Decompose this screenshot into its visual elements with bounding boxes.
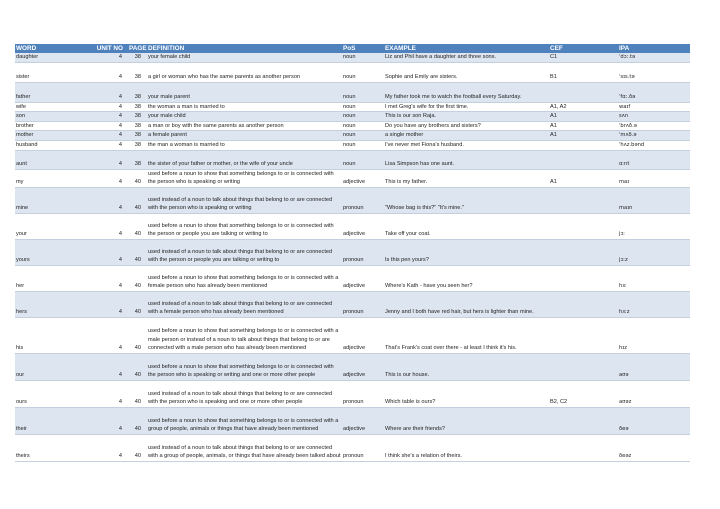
cell-cef[interactable]: B2, C2 xyxy=(549,380,618,407)
cell-page[interactable]: 38 xyxy=(128,62,147,82)
table-row[interactable] xyxy=(15,291,690,317)
cell-example[interactable]: Where's Kath - have you seen her? xyxy=(384,265,549,291)
cell-pos[interactable]: noun xyxy=(342,82,384,102)
cell-page[interactable]: 38 xyxy=(128,131,147,141)
cell-word[interactable]: my xyxy=(15,169,90,187)
table-row[interactable] xyxy=(15,213,690,239)
cell-example[interactable]: This is our son Raja. xyxy=(384,112,549,122)
cell-pos[interactable]: pronoun xyxy=(342,239,384,265)
cell-page[interactable]: 38 xyxy=(128,121,147,131)
cell-ipa[interactable]: ˈdɔː.tə xyxy=(618,53,690,62)
cell-unit[interactable]: 4 xyxy=(90,291,128,317)
cell-word[interactable]: his xyxy=(15,317,90,353)
table-row[interactable] xyxy=(15,112,690,122)
cell-ipa[interactable]: ˈbrʌð.ə xyxy=(618,121,690,131)
cell-word[interactable]: mine xyxy=(15,187,90,213)
cell-unit[interactable]: 4 xyxy=(90,187,128,213)
cell-example[interactable]: I think she's a relation of theirs. xyxy=(384,434,549,461)
cell-definition[interactable]: used instead of a noun to talk about things that belong to or are connected with the person who is speaking or writing xyxy=(147,187,342,213)
table-row[interactable] xyxy=(15,62,690,82)
cell-page[interactable]: 40 xyxy=(128,380,147,407)
header-unit-no[interactable]: UNIT NO xyxy=(90,44,128,53)
cell-pos[interactable]: adjective xyxy=(342,407,384,434)
cell-ipa[interactable]: ðeəz xyxy=(618,434,690,461)
cell-word[interactable]: your xyxy=(15,213,90,239)
cell-pos[interactable]: noun xyxy=(342,53,384,62)
cell-cef[interactable]: A1 xyxy=(549,112,618,122)
cell-cef[interactable] xyxy=(549,353,618,380)
header-word[interactable]: WORD xyxy=(15,44,90,53)
cell-unit[interactable]: 4 xyxy=(90,102,128,112)
cell-ipa[interactable]: jɔːz xyxy=(618,239,690,265)
vocabulary-table xyxy=(15,44,690,462)
cell-page[interactable]: 40 xyxy=(128,353,147,380)
cell-example[interactable]: "Whose bag is this?" "It's mine." xyxy=(384,187,549,213)
cell-page[interactable]: 38 xyxy=(128,112,147,122)
cell-word[interactable]: wife xyxy=(15,102,90,112)
cell-ipa[interactable]: jɔː xyxy=(618,213,690,239)
cell-example[interactable]: Is this pen yours? xyxy=(384,239,549,265)
cell-ipa[interactable]: ðeə xyxy=(618,407,690,434)
cell-page[interactable]: 40 xyxy=(128,291,147,317)
cell-ipa[interactable]: ˈhʌz.bənd xyxy=(618,140,690,150)
table-row[interactable] xyxy=(15,82,690,102)
vocabulary-sheet xyxy=(15,44,690,462)
cell-ipa[interactable]: sʌn xyxy=(618,112,690,122)
cell-page[interactable]: 40 xyxy=(128,239,147,265)
cell-definition[interactable]: your male child xyxy=(147,112,342,122)
cell-example[interactable]: This is our house. xyxy=(384,353,549,380)
cell-cef[interactable] xyxy=(549,150,618,169)
cell-pos[interactable]: adjective xyxy=(342,317,384,353)
cell-ipa[interactable]: aʊə xyxy=(618,353,690,380)
cell-word[interactable]: husband xyxy=(15,140,90,150)
cell-word[interactable]: father xyxy=(15,82,90,102)
cell-cef[interactable] xyxy=(549,265,618,291)
table-row[interactable] xyxy=(15,407,690,434)
cell-pos[interactable]: noun xyxy=(342,62,384,82)
cell-unit[interactable]: 4 xyxy=(90,82,128,102)
cell-unit[interactable]: 4 xyxy=(90,169,128,187)
cell-word[interactable]: theirs xyxy=(15,434,90,461)
table-row[interactable] xyxy=(15,150,690,169)
cell-definition[interactable]: used instead of a noun to talk about things that belong to or are connected with a female person who has already been mentioned xyxy=(147,291,342,317)
cell-page[interactable]: 40 xyxy=(128,317,147,353)
cell-cef[interactable] xyxy=(549,291,618,317)
cell-page[interactable]: 38 xyxy=(128,82,147,102)
cell-page[interactable]: 38 xyxy=(128,140,147,150)
cell-word[interactable]: son xyxy=(15,112,90,122)
cell-page[interactable]: 40 xyxy=(128,434,147,461)
cell-page[interactable]: 40 xyxy=(128,169,147,187)
cell-ipa[interactable]: maɪn xyxy=(618,187,690,213)
cell-pos[interactable]: pronoun xyxy=(342,380,384,407)
cell-example[interactable]: Take off your coat. xyxy=(384,213,549,239)
cell-ipa[interactable]: maɪ xyxy=(618,169,690,187)
cell-definition[interactable]: a girl or woman who has the same parents as another person xyxy=(147,62,342,82)
cell-unit[interactable]: 4 xyxy=(90,140,128,150)
cell-unit[interactable]: 4 xyxy=(90,131,128,141)
cell-page[interactable]: 40 xyxy=(128,407,147,434)
cell-definition[interactable]: used before a noun to show that something belongs to or is connected with a group of people, animals or things that have already been mentioned xyxy=(147,407,342,434)
cell-definition[interactable]: used instead of a noun to talk about things that belong to or are connected with a group of people, animals, or things that have already been talked about xyxy=(147,434,342,461)
cell-definition[interactable]: used before a noun to show that something belongs to or is connected with the person who is speaking or writing xyxy=(147,169,342,187)
cell-ipa[interactable]: ˈsɪs.tə xyxy=(618,62,690,82)
cell-word[interactable]: ours xyxy=(15,380,90,407)
cell-page[interactable]: 40 xyxy=(128,213,147,239)
cell-word[interactable]: brother xyxy=(15,121,90,131)
cell-unit[interactable]: 4 xyxy=(90,380,128,407)
cell-cef[interactable] xyxy=(549,317,618,353)
cell-word[interactable]: her xyxy=(15,265,90,291)
cell-page[interactable]: 38 xyxy=(128,53,147,62)
cell-definition[interactable]: the woman a man is married to xyxy=(147,102,342,112)
table-row[interactable] xyxy=(15,102,690,112)
cell-cef[interactable] xyxy=(549,434,618,461)
cell-unit[interactable]: 4 xyxy=(90,112,128,122)
cell-pos[interactable]: noun xyxy=(342,112,384,122)
cell-pos[interactable]: adjective xyxy=(342,353,384,380)
cell-ipa[interactable]: ɑːnt xyxy=(618,150,690,169)
table-row[interactable] xyxy=(15,353,690,380)
cell-cef[interactable] xyxy=(549,187,618,213)
cell-pos[interactable]: noun xyxy=(342,131,384,141)
cell-example[interactable]: Where are their friends? xyxy=(384,407,549,434)
cell-pos[interactable]: pronoun xyxy=(342,291,384,317)
table-row[interactable] xyxy=(15,121,690,131)
header-definition[interactable]: DEFINITION xyxy=(147,44,342,53)
cell-ipa[interactable]: ˈfɑː.ðə xyxy=(618,82,690,102)
cell-definition[interactable]: used before a noun to show that something belongs to or is connected with a female person who has already been mentioned xyxy=(147,265,342,291)
table-row[interactable] xyxy=(15,169,690,187)
table-row[interactable] xyxy=(15,434,690,461)
cell-word[interactable]: hers xyxy=(15,291,90,317)
header-pos[interactable]: PoS xyxy=(342,44,384,53)
table-row[interactable] xyxy=(15,140,690,150)
cell-unit[interactable]: 4 xyxy=(90,53,128,62)
cell-cef[interactable] xyxy=(549,239,618,265)
cell-definition[interactable]: used before a noun to show that something belongs to or is connected with the person who is speaking or writing and one or more other people xyxy=(147,353,342,380)
cell-cef[interactable]: A1 xyxy=(549,131,618,141)
cell-pos[interactable]: adjective xyxy=(342,169,384,187)
cell-word[interactable]: their xyxy=(15,407,90,434)
cell-ipa[interactable]: hɜː xyxy=(618,265,690,291)
cell-cef[interactable]: B1 xyxy=(549,62,618,82)
cell-word[interactable]: yours xyxy=(15,239,90,265)
cell-pos[interactable]: noun xyxy=(342,121,384,131)
cell-pos[interactable]: noun xyxy=(342,140,384,150)
cell-pos[interactable]: pronoun xyxy=(342,434,384,461)
cell-example[interactable]: That's Frank's coat over there - at least I think it's his. xyxy=(384,317,549,353)
cell-unit[interactable]: 4 xyxy=(90,150,128,169)
cell-cef[interactable]: C1 xyxy=(549,53,618,62)
cell-unit[interactable]: 4 xyxy=(90,121,128,131)
cell-ipa[interactable]: ˈmʌð.ə xyxy=(618,131,690,141)
cell-unit[interactable]: 4 xyxy=(90,213,128,239)
header-row xyxy=(15,44,690,53)
cell-definition[interactable]: used instead of a noun to talk about things that belong to or are connected with the person who is speaking and one or more other people xyxy=(147,380,342,407)
cell-example[interactable]: Do you have any brothers and sisters? xyxy=(384,121,549,131)
cell-example[interactable]: This is my father. xyxy=(384,169,549,187)
cell-word[interactable]: daughter xyxy=(15,53,90,62)
header-ipa[interactable]: IPA xyxy=(618,44,690,53)
cell-definition[interactable]: a female parent xyxy=(147,131,342,141)
table-row[interactable] xyxy=(15,53,690,62)
cell-pos[interactable]: adjective xyxy=(342,265,384,291)
cell-ipa[interactable]: aʊəz xyxy=(618,380,690,407)
cell-cef[interactable] xyxy=(549,407,618,434)
cell-example[interactable]: Sophie and Emily are sisters. xyxy=(384,62,549,82)
table-row[interactable] xyxy=(15,239,690,265)
cell-ipa[interactable]: waɪf xyxy=(618,102,690,112)
cell-example[interactable]: Lisa Simpson has one aunt. xyxy=(384,150,549,169)
cell-cef[interactable]: A1, A2 xyxy=(549,102,618,112)
header-page[interactable]: PAGE xyxy=(129,45,147,52)
cell-unit[interactable]: 4 xyxy=(90,407,128,434)
cell-unit[interactable]: 4 xyxy=(90,353,128,380)
cell-definition[interactable]: your male parent xyxy=(147,82,342,102)
cell-example[interactable]: My father took me to watch the football every Saturday. xyxy=(384,82,549,102)
table-row[interactable] xyxy=(15,187,690,213)
cell-definition[interactable]: used instead of a noun to talk about things that belong to or are connected with the person or people you are talking or writing to xyxy=(147,239,342,265)
cell-cef[interactable] xyxy=(549,213,618,239)
cell-page[interactable]: 40 xyxy=(128,187,147,213)
table-body xyxy=(15,53,690,461)
header-example[interactable]: EXAMPLE xyxy=(384,44,549,53)
cell-cef[interactable]: A1 xyxy=(549,169,618,187)
cell-cef[interactable] xyxy=(549,140,618,150)
cell-definition[interactable]: used before a noun to show that something belongs to or is connected with a male person or instead of a noun to talk about things that belong to or are connected with a male person who has already been mentioned xyxy=(147,317,342,353)
cell-definition[interactable]: a man or boy with the same parents as another person xyxy=(147,121,342,131)
cell-unit[interactable]: 4 xyxy=(90,434,128,461)
table-row[interactable] xyxy=(15,317,690,353)
cell-word[interactable]: aunt xyxy=(15,150,90,169)
cell-page[interactable]: 38 xyxy=(128,102,147,112)
cell-unit[interactable]: 4 xyxy=(90,239,128,265)
table-row[interactable] xyxy=(15,131,690,141)
cell-example[interactable]: a single mother xyxy=(384,131,549,141)
cell-example[interactable]: Jenny and I both have red hair, but hers is lighter than mine. xyxy=(384,291,549,317)
cell-pos[interactable]: noun xyxy=(342,102,384,112)
cell-pos[interactable]: adjective xyxy=(342,213,384,239)
cell-ipa[interactable]: hɜːz xyxy=(618,291,690,317)
cell-word[interactable]: our xyxy=(15,353,90,380)
cell-page[interactable]: 38 xyxy=(128,150,147,169)
cell-example[interactable]: Which table is ours? xyxy=(384,380,549,407)
cell-definition[interactable]: your female child xyxy=(147,53,342,62)
cell-page[interactable]: 40 xyxy=(128,265,147,291)
cell-unit[interactable]: 4 xyxy=(90,317,128,353)
cell-example[interactable]: Liz and Phil have a daughter and three sons. xyxy=(384,53,549,62)
cell-pos[interactable]: noun xyxy=(342,150,384,169)
cell-cef[interactable]: A1 xyxy=(549,121,618,131)
cell-cef[interactable] xyxy=(549,82,618,102)
cell-word[interactable]: sister xyxy=(15,62,90,82)
cell-ipa[interactable]: hɪz xyxy=(618,317,690,353)
cell-definition[interactable]: used before a noun to show that something belongs to or is connected with the person or people you are talking or writing to xyxy=(147,213,342,239)
table-row[interactable] xyxy=(15,380,690,407)
cell-definition[interactable]: the sister of your father or mother, or the wife of your uncle xyxy=(147,150,342,169)
table-row[interactable] xyxy=(15,265,690,291)
cell-example[interactable]: I've never met Fiona's husband. xyxy=(384,140,549,150)
header-cef[interactable]: CEF xyxy=(549,44,618,53)
cell-definition[interactable]: the man a woman is married to xyxy=(147,140,342,150)
cell-example[interactable]: I met Greg's wife for the first time. xyxy=(384,102,549,112)
cell-unit[interactable]: 4 xyxy=(90,265,128,291)
cell-unit[interactable]: 4 xyxy=(90,62,128,82)
cell-word[interactable]: mother xyxy=(15,131,90,141)
cell-pos[interactable]: pronoun xyxy=(342,187,384,213)
